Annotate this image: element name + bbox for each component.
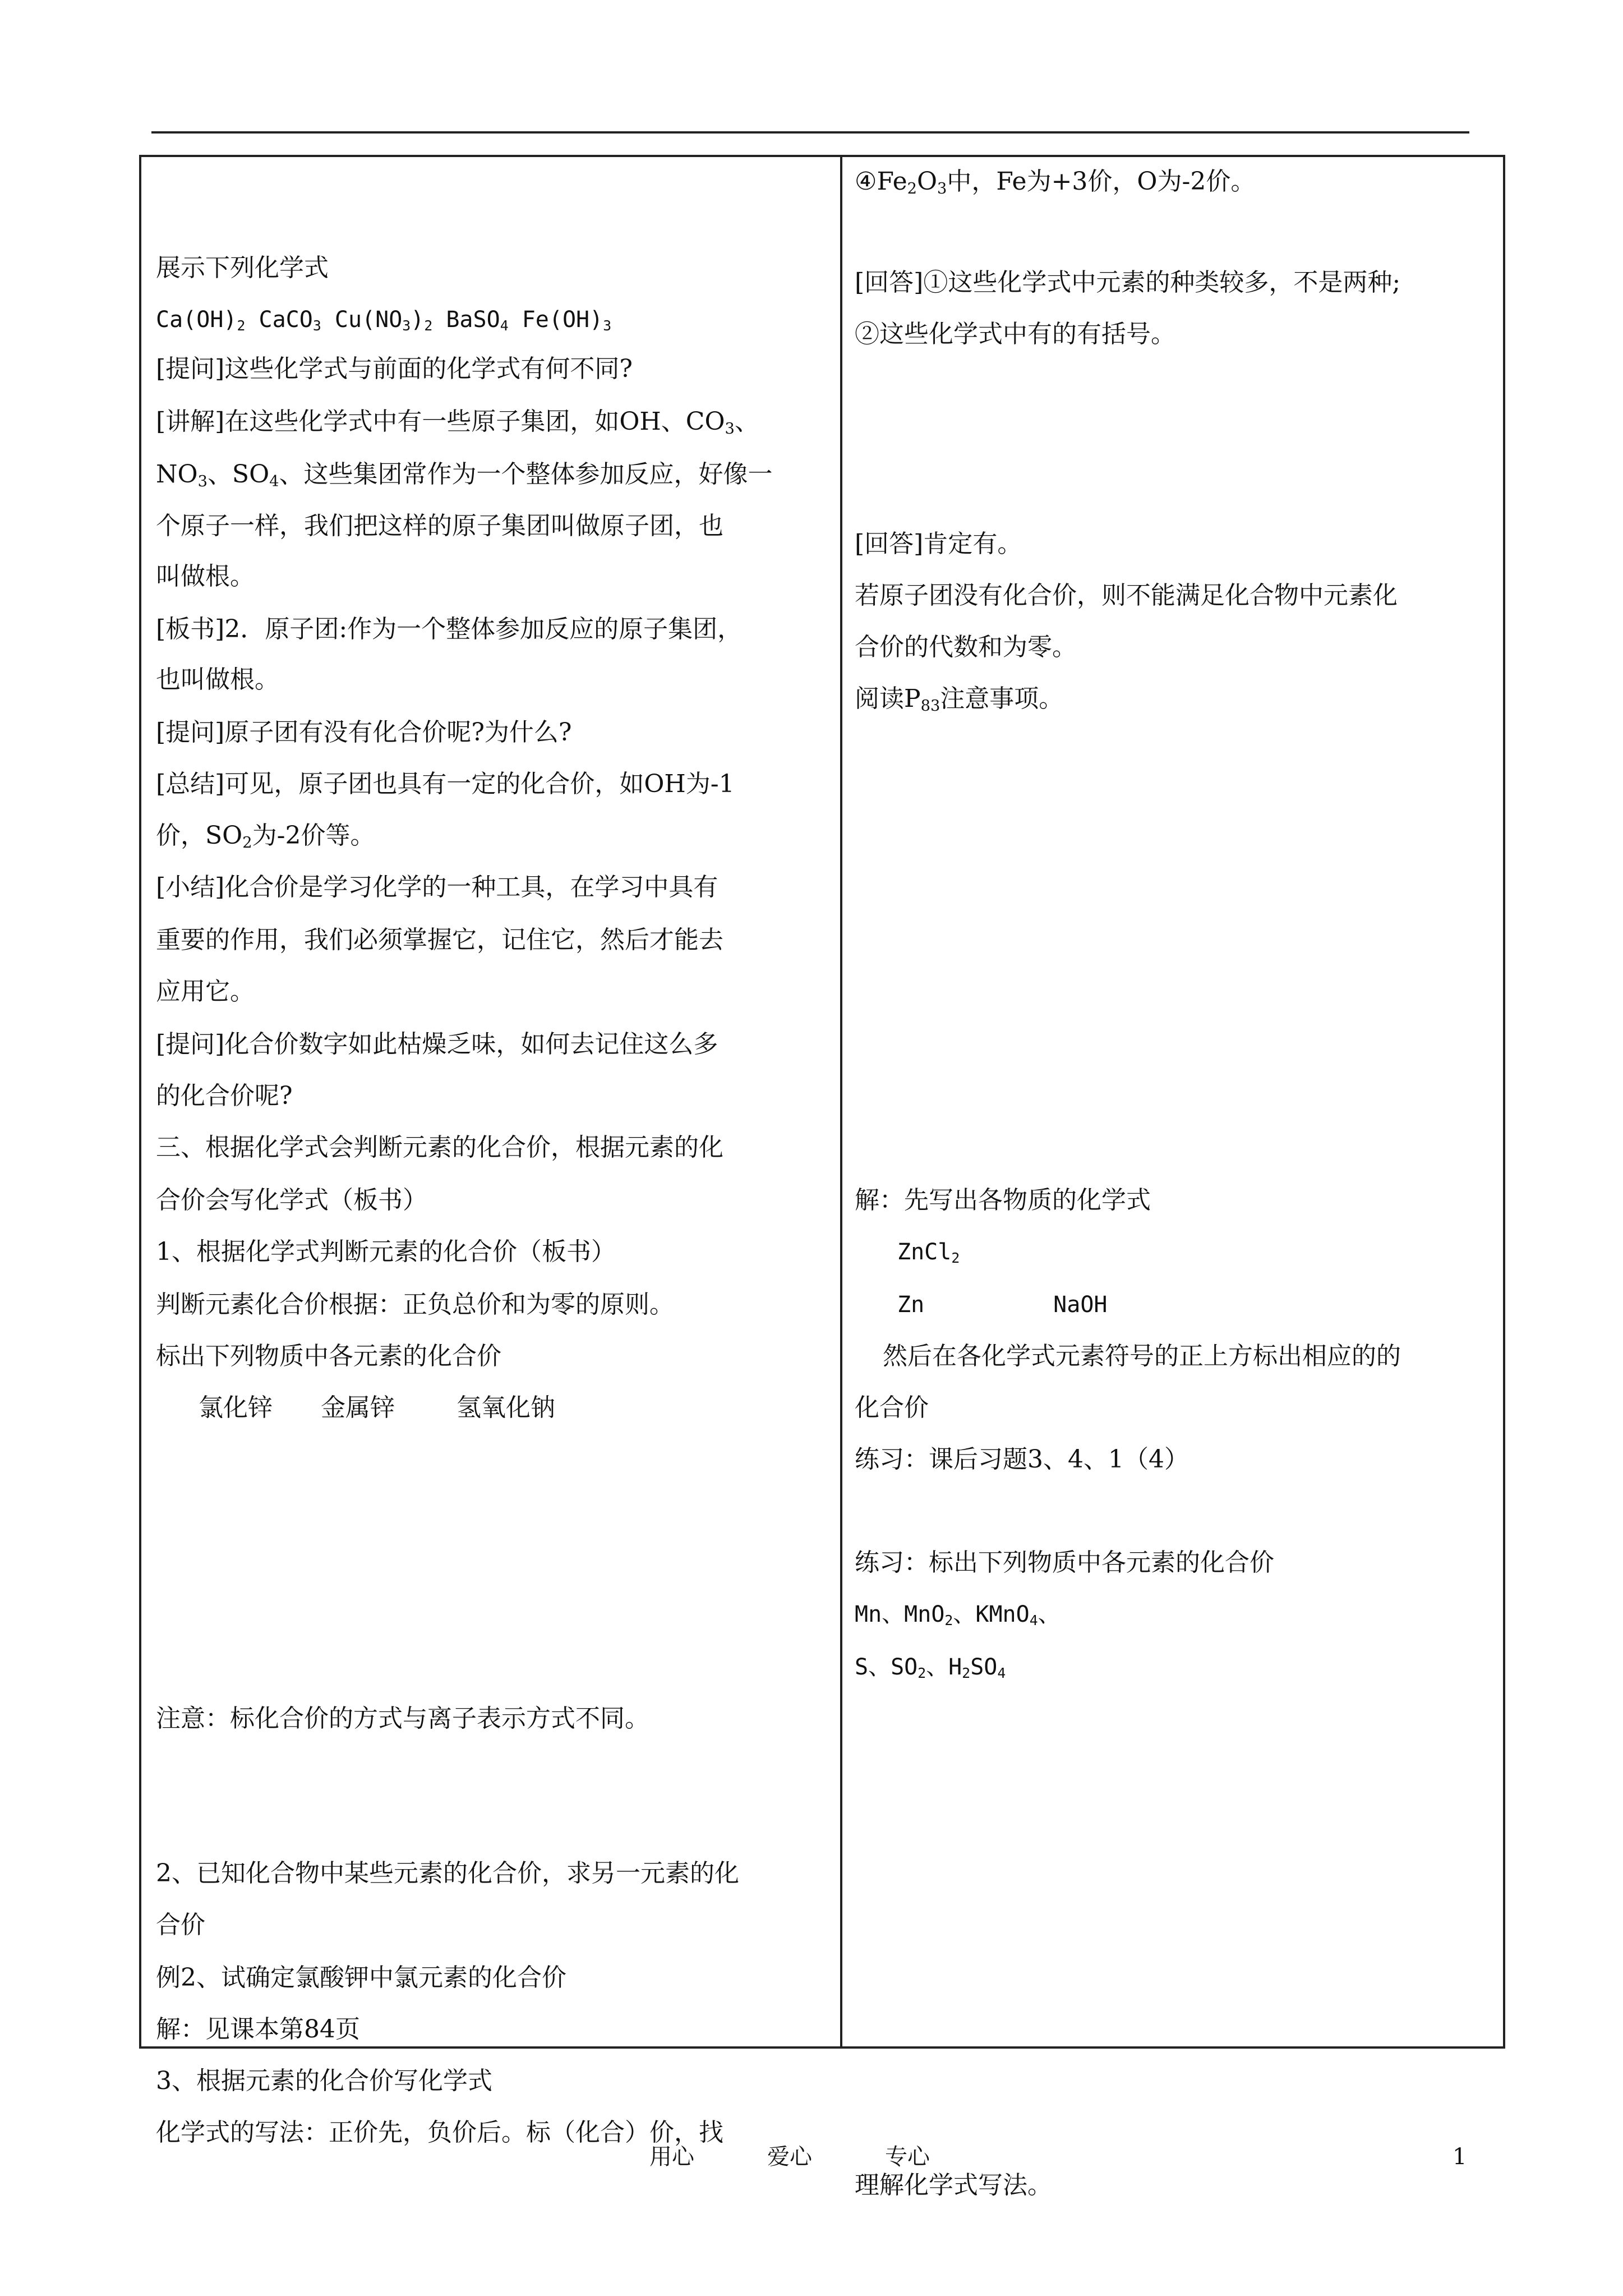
substance-list: 氯化锌 金属锌 氢氧化钠 (199, 1393, 555, 1422)
text-line: 个原子一样，我们把这样的原子集团叫做原子团，也 (156, 512, 723, 540)
text-line: 化合价 (855, 1393, 929, 1422)
formula-zncl2: ZnCl$_2$ (897, 1239, 960, 1267)
text-line: 叫做根。 (156, 562, 255, 591)
text-line: [提问]原子团有没有化合价呢?为什么? (156, 718, 572, 747)
text-line: [讲解]在这些化学式中有一些原子集团，如OH、$CO_3$、 (156, 407, 759, 438)
text-line: 然后在各化学式元素符号的正上方标出相应的的 (883, 1342, 1401, 1370)
formula-list-s: S、$SO_2$、$H_2SO_4$ (855, 1654, 1006, 1682)
text-line: 判断元素化合价根据：正负总价和为零的原则。 (156, 1290, 674, 1319)
answer-line: ②这些化学式中有的有括号。 (855, 320, 1175, 348)
section-heading: 2、已知化合物中某些元素的化合价，求另一元素的化 (156, 1859, 739, 1888)
text-line: [板书]2．原子团:作为一个整体参加反应的原子集团， (156, 615, 743, 643)
text-line: $NO_3$、$SO_4$、这些集团常作为一个整体参加反应，好像一 (156, 460, 773, 490)
section-heading: 3、根据元素的化合价写化学式 (156, 2067, 492, 2095)
teacher-activity-column (141, 155, 840, 2147)
formula-list: $Ca(OH)_2$ CaCO$_3$ $Cu(NO_3)_2$ BaSO$_4$ $Fe(OH)_3$ (156, 307, 612, 334)
text-line: [提问]这些化学式与前面的化学式有何不同? (156, 355, 633, 383)
text-line: 重要的作用，我们必须掌握它，记住它，然后才能去 (156, 926, 723, 954)
text-line: [小结]化合价是学习化学的一种工具，在学习中具有 (156, 873, 718, 901)
header-rule (151, 131, 1469, 134)
text-line: 合价 (156, 1911, 205, 1939)
exercise-line: 练习：课后习题3、4、1（4） (855, 1445, 1189, 1474)
text-line: 标出下列物质中各元素的化合价 (156, 1342, 501, 1370)
answer-line: [回答]①这些化学式中元素的种类较多，不是两种; (855, 268, 1401, 297)
text-line: 1、根据化学式判断元素的化合价（板书） (156, 1237, 616, 1266)
text-line: 理解化学式写法。 (855, 2171, 1052, 2200)
example-line: 例2、试确定氯酸钾中氯元素的化合价 (156, 1963, 566, 1992)
page-number: 1 (1453, 2144, 1467, 2170)
text-line: 解：见课本第84页 (156, 2015, 360, 2044)
text-line: 合价的代数和为零。 (855, 633, 1077, 661)
text-line: 展示下列化学式 (156, 254, 329, 282)
text-line: 三、根据化学式会判断元素的化合价，根据元素的化 (156, 1133, 723, 1162)
text-line: 应用它。 (156, 977, 255, 1006)
note-line: 注意：标化合价的方式与离子表示方式不同。 (156, 1704, 649, 1733)
text-line: [总结]可见，原子团也具有一定的化合价，如OH为-1 (156, 770, 735, 798)
student-activity-column (842, 155, 1504, 2200)
text-line: 阅读$P_{83}$注意事项。 (855, 684, 1064, 715)
formula-list-mn: Mn、MnO$_2$、KMnO$_4$、 (855, 1602, 1061, 1629)
text-line: 的化合价呢? (156, 1082, 293, 1110)
exercise-line: 练习：标出下列物质中各元素的化合价 (855, 1548, 1274, 1577)
text-line: 合价会写化学式（板书） (156, 1186, 427, 1214)
text-line: $④Fe_2O_3$中，Fe为+3价，O为-2价。 (855, 167, 1256, 197)
text-line: 也叫做根。 (156, 665, 279, 694)
solution-line: 解：先写出各物质的化学式 (855, 1186, 1151, 1214)
answer-line: [回答]肯定有。 (855, 530, 1022, 558)
text-line: [提问]化合价数字如此枯燥乏味，如何去记住这么多 (156, 1030, 718, 1059)
text-line: 化学式的写法：正价先，负价后。标（化合）价，找 (156, 2118, 723, 2147)
footer-motto: 用心 爱心 专心 (649, 2144, 930, 2170)
formula-zn-naoh: Zn NaOH (897, 1292, 1108, 1318)
text-line: 若原子团没有化合价，则不能满足化合物中元素化 (855, 581, 1398, 610)
text-line: 价，$SO_2$为-2价等。 (156, 821, 375, 852)
